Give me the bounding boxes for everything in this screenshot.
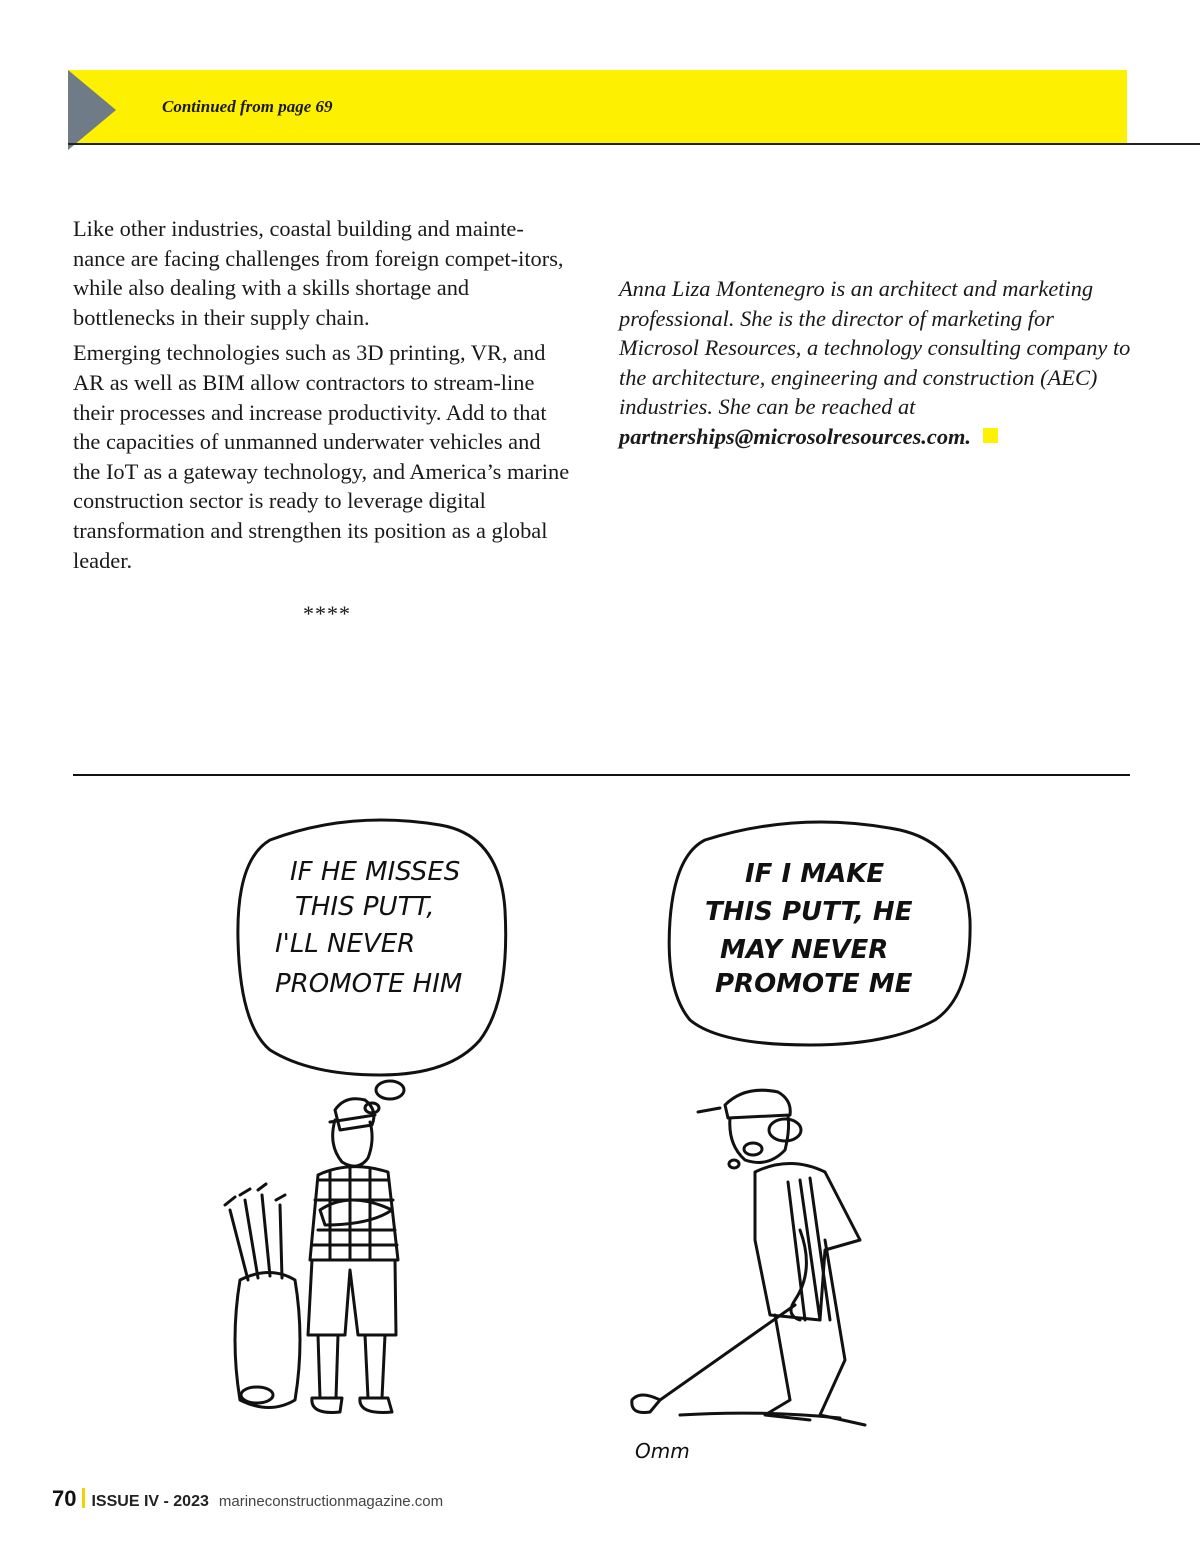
right-thought-bubble bbox=[669, 822, 970, 1045]
author-bio bbox=[619, 274, 1139, 452]
right-bubble-line: MAY NEVER bbox=[720, 935, 889, 965]
bio-text: Anna Liza Montenegro is an architect and marketing professional. She is the director of marketing for Microsol Resources, a technology consulting company to the architecture, engineering and construction (AEC) industries. She can be reached at bbox=[619, 276, 1131, 420]
continued-label: Continued from page 69 bbox=[162, 97, 333, 116]
right-golfer bbox=[632, 1090, 865, 1425]
section-divider bbox=[73, 774, 1130, 776]
left-bubble-line: IF HE MISSES bbox=[290, 857, 461, 887]
page-number: 70 bbox=[52, 1486, 77, 1511]
right-bubble-dot bbox=[729, 1160, 739, 1168]
arrow-icon bbox=[68, 70, 116, 150]
article-body bbox=[73, 214, 573, 581]
left-bubble-dot bbox=[376, 1081, 404, 1099]
section-separator: **** bbox=[303, 601, 351, 626]
author-email[interactable]: partnerships@microsolresources.com. bbox=[619, 423, 972, 449]
right-bubble-line: PROMOTE ME bbox=[715, 969, 913, 999]
golf-bag bbox=[225, 1184, 300, 1408]
issue-label: ISSUE IV - 2023 bbox=[91, 1493, 209, 1510]
right-bubble-dot bbox=[744, 1143, 762, 1155]
right-bubble-dot bbox=[769, 1119, 801, 1141]
golf-cartoon bbox=[200, 800, 1000, 1480]
cartoonist-signature: Omm bbox=[635, 1439, 690, 1463]
right-bubble-line: THIS PUTT, HE bbox=[705, 897, 913, 927]
left-bubble-line: I'LL NEVER bbox=[275, 929, 416, 959]
website-link[interactable]: marineconstructionmagazine.com bbox=[218, 1493, 444, 1510]
article-paragraph: Like other industries, coastal building and mainte-nance are facing challenges from foreign compet-itors, while also dealing with a skills shortage and bottlenecks in their supply chain. bbox=[73, 216, 564, 330]
footer-separator bbox=[82, 1488, 85, 1508]
header-rule bbox=[68, 143, 1200, 145]
left-golfer bbox=[308, 1099, 398, 1413]
left-bubble-line: PROMOTE HIM bbox=[275, 969, 463, 999]
right-bubble-line: IF I MAKE bbox=[745, 859, 885, 889]
article-paragraph: Emerging technologies such as 3D printing, VR, and AR as well as BIM allow contractors to stream-line their processes and increase productivity. Add to that the capacities of unmanned underwater vehicles and the IoT as a gateway technology, and America’s marine construction sector is ready to leverage digital transformation and strengthen its position as a global leader. bbox=[73, 340, 570, 573]
end-mark-icon bbox=[983, 428, 998, 443]
left-bubble-line: THIS PUTT, bbox=[295, 892, 435, 922]
page-footer bbox=[52, 1486, 443, 1512]
